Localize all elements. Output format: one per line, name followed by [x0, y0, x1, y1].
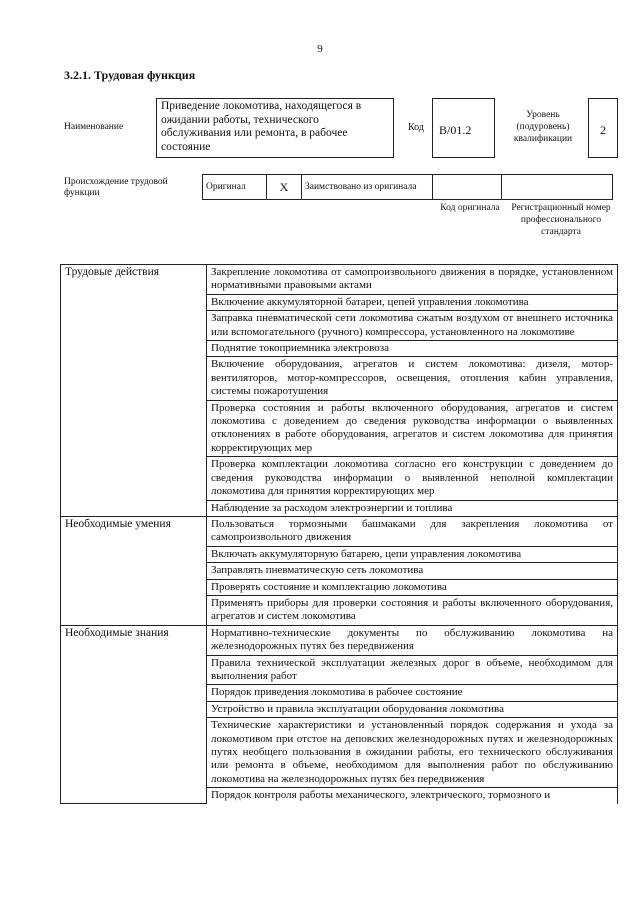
item-cell: Проверка комплектации локомотива согласно его конструкции с доведением до сведения руководства информации о выявленной неполной комплектации локомотива для принятия корректирующих мер [207, 457, 618, 500]
page-number: 9 [317, 43, 323, 55]
reg-number-caption: Регистрационный номер профессионального стандарта [511, 203, 611, 237]
original-label: Оригинал [203, 175, 267, 200]
reg-number-cell [502, 175, 613, 200]
origin-table [202, 174, 613, 200]
item-cell: Наблюдение за расходом электроэнергии и топлива [207, 500, 618, 516]
item-cell: Включение оборудования, агрегатов и систем локомотива: дизеля, мотор-вентиляторов, мотор-компрессоров, освещения, отопления кабин управления, системы пожаротушения [207, 357, 618, 400]
category-cell: Необходимые знания [61, 625, 207, 803]
function-name-box: Приведение локомотива, находящегося в ожидании работы, технического обслуживания или ремонта, в рабочее состояние [156, 98, 394, 158]
origin-label: Происхождение трудовой функции [64, 177, 168, 198]
item-cell: Пользоваться тормозными башмаками для закрепления локомотива от самопроизвольного движения [207, 516, 618, 546]
table-row [61, 265, 618, 295]
item-cell: Включение аккумуляторной батареи, цепей управления локомотива [207, 294, 618, 310]
code-original-caption: Код оригинала [440, 203, 500, 213]
item-cell: Проверка состояния и работы включенного оборудования, агрегатов и систем локомотива с доведением до сведения руководства информации о выявленных отклонениях в работе оборудования, агрегатов и систем локомотива для принятия корректирующих мер [207, 400, 618, 457]
table-row [61, 516, 618, 546]
item-cell: Заправлять пневматическую сеть локомотива [207, 563, 618, 579]
level-label: Уровень (подуровень) квалификации [513, 110, 573, 144]
item-cell: Закрепление локомотива от самопроизвольного движения в порядке, установленном нормативными правовыми актами [207, 265, 618, 295]
original-code-cell [433, 175, 502, 200]
name-label: Наименование [64, 122, 124, 132]
category-cell: Трудовые действия [61, 265, 207, 517]
borrowed-label: Заимствовано из оригинала [302, 175, 433, 200]
table-row [61, 625, 618, 655]
item-cell: Поднятие токоприемника электровоза [207, 341, 618, 357]
code-value-box: В/01.2 [432, 98, 495, 158]
item-cell: Порядок приведения локомотива в рабочее состояние [207, 685, 618, 701]
item-cell: Нормативно-технические документы по обслуживанию локомотива на железнодорожных путях без передвижения [207, 625, 618, 655]
original-mark: X [267, 175, 302, 200]
item-cell: Правила технической эксплуатации железных дорог в объеме, необходимом для выполнения работ [207, 655, 618, 685]
item-cell: Порядок контроля работы механического, электрического, тормозного и [207, 788, 618, 804]
category-cell: Необходимые умения [61, 516, 207, 625]
section-title: 3.2.1. Трудовая функция [64, 68, 196, 82]
function-table [60, 264, 618, 804]
item-cell: Применять приборы для проверки состояния и работы включенного оборудования, агрегатов и систем локомотива [207, 595, 618, 625]
item-cell: Заправка пневматической сети локомотива сжатым воздухом от внешнего источника или вспомогательного (ручного) компрессора, установленного на локомотиве [207, 311, 618, 341]
item-cell: Проверять состояние и комплектацию локомотива [207, 579, 618, 595]
level-value-box: 2 [588, 98, 618, 158]
code-label: Код [408, 122, 424, 133]
item-cell: Включать аккумуляторную батарею, цепи управления локомотива [207, 546, 618, 562]
item-cell: Устройство и правила эксплуатации оборудования локомотива [207, 701, 618, 717]
item-cell: Технические характеристики и установленный порядок содержания и ухода за локомотивом при отстое на деповских железнодорожных путях и железнодорожных путях необщего пользования в ожидании работы, его технического обслуживания или ремонта в объеме, необходимом для выполнения работ по обслуживанию локомотива на железнодорожных путях без передвижения [207, 718, 618, 788]
